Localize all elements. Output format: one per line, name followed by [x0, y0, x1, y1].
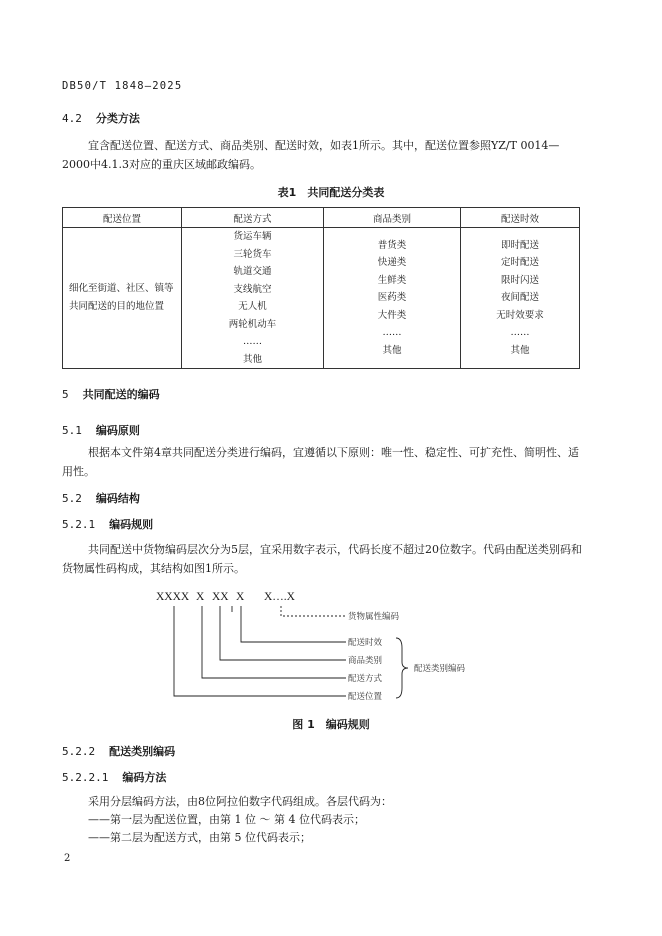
table-caption: 表1 共同配送分类表 — [277, 186, 385, 199]
connector-category — [220, 606, 346, 660]
connector-location — [174, 606, 346, 696]
table-header-row — [63, 208, 580, 228]
section-number: 5.2 — [62, 492, 82, 505]
figure-caption: 图 1 编码规则 — [292, 718, 370, 731]
method-line-second-layer: ——第二层为配送方式，由第 5 位代码表示； — [88, 831, 311, 844]
section-title: 共同配送的编码 — [82, 388, 160, 401]
list-item: 快递类 — [377, 257, 407, 269]
list-item: 轨道交通 — [233, 266, 272, 277]
location-line: 细化至街道、社区、镇等 — [69, 283, 174, 294]
list-item: 支线航空 — [233, 283, 272, 295]
list-item: 无人机 — [238, 301, 267, 312]
connector-timeliness — [241, 606, 346, 642]
section-5-2-heading — [62, 490, 140, 506]
label-category: 商品类别 — [348, 656, 383, 666]
section-title: 编码方法 — [122, 771, 167, 784]
list-item: 即时配送 — [500, 239, 539, 251]
connector-attribute — [281, 606, 346, 616]
section-5-heading — [62, 386, 160, 402]
list-item: 夜间配送 — [500, 292, 539, 304]
section-number: 4.2 — [62, 112, 82, 125]
label-location: 配送位置 — [348, 692, 383, 702]
section-number: 5 — [62, 388, 69, 401]
label-attribute: 货物属性编码 — [348, 612, 400, 622]
list-item: …… — [382, 327, 402, 339]
standard-id: DB50/T 1848—2025 — [62, 80, 183, 92]
section-number: 5.2.2 — [62, 745, 96, 758]
list-item: 无时效要求 — [496, 309, 544, 321]
code-part-timeliness: X — [236, 591, 245, 603]
location-line: 共同配送的目的地位置 — [69, 301, 165, 312]
method-line-intro: 采用分层编码方法，由8位阿拉伯数字代码组成。各层代码为： — [88, 795, 392, 808]
list-item: 限时闪送 — [500, 274, 539, 286]
list-item: …… — [243, 336, 262, 347]
section-title: 编码规则 — [109, 518, 154, 531]
list-item: 货运车辆 — [233, 231, 272, 242]
section-4-2-paragraph: 宜含配送位置、配送方式、商品类别、配送时效，如表1所示。其中，配送位置参照YZ/T 0014—2000中4.1.3对应的重庆区域邮政编码。 — [62, 139, 560, 171]
section-title: 编码结构 — [95, 492, 140, 505]
table-row — [63, 228, 580, 369]
section-number: 5.2.1 — [62, 518, 96, 531]
section-5-2-1-paragraph: 共同配送中货物编码层次分为5层，宜采用数字表示，代码长度不超过20位数字。代码由配送类别码和货物属性码构成，其结构如图1所示。 — [62, 543, 582, 575]
classification-table — [62, 207, 580, 369]
list-item: 大件类 — [377, 309, 407, 321]
section-5-2-1-heading — [62, 516, 153, 532]
list-item: 其他 — [510, 344, 530, 356]
method-cell — [182, 228, 324, 369]
header-category: 商品类别 — [324, 208, 461, 228]
list-item: 定时配送 — [500, 257, 539, 269]
section-title: 配送类别编码 — [109, 745, 176, 758]
section-5-1-heading — [62, 422, 140, 438]
label-category-code: 配送类别编码 — [414, 664, 466, 674]
list-item: 医药类 — [377, 292, 407, 304]
page-number: 2 — [64, 853, 71, 864]
list-item: 三轮货车 — [233, 248, 272, 260]
code-part-category: XX — [212, 591, 229, 603]
coding-rule-figure — [150, 584, 490, 708]
category-cell — [324, 228, 461, 369]
header-method: 配送方式 — [182, 208, 324, 228]
header-timeliness: 配送时效 — [461, 208, 580, 228]
code-part-method: X — [196, 591, 205, 603]
section-title: 分类方法 — [95, 112, 140, 125]
brace — [396, 638, 408, 698]
header-location: 配送位置 — [63, 208, 182, 228]
section-number: 5.2.2.1 — [62, 771, 109, 784]
list-item: …… — [510, 327, 530, 339]
list-item: 其他 — [242, 353, 262, 365]
section-4-2-heading — [62, 110, 140, 126]
code-part-location: XXXX — [156, 591, 190, 603]
timeliness-cell — [461, 228, 580, 369]
section-5-2-2-1-heading — [62, 769, 166, 785]
list-item: 两轮机动车 — [228, 318, 277, 330]
label-timeliness: 配送时效 — [348, 638, 383, 648]
section-5-2-2-heading — [62, 743, 175, 759]
section-title: 编码原则 — [95, 424, 140, 437]
method-line-first-layer: ——第一层为配送位置，由第 1 位 ～ 第 4 位代码表示； — [88, 813, 365, 826]
list-item: 其他 — [382, 344, 402, 356]
code-part-attribute: X….X — [264, 591, 295, 603]
list-item: 普货类 — [377, 239, 407, 251]
location-cell — [63, 228, 182, 369]
label-method: 配送方式 — [348, 674, 383, 684]
section-5-1-paragraph: 根据本文件第4章共同配送分类进行编码，宜遵循以下原则：唯一性、稳定性、可扩充性、简明性、适用性。 — [62, 446, 579, 478]
section-number: 5.1 — [62, 424, 82, 437]
list-item: 生鲜类 — [377, 274, 407, 286]
